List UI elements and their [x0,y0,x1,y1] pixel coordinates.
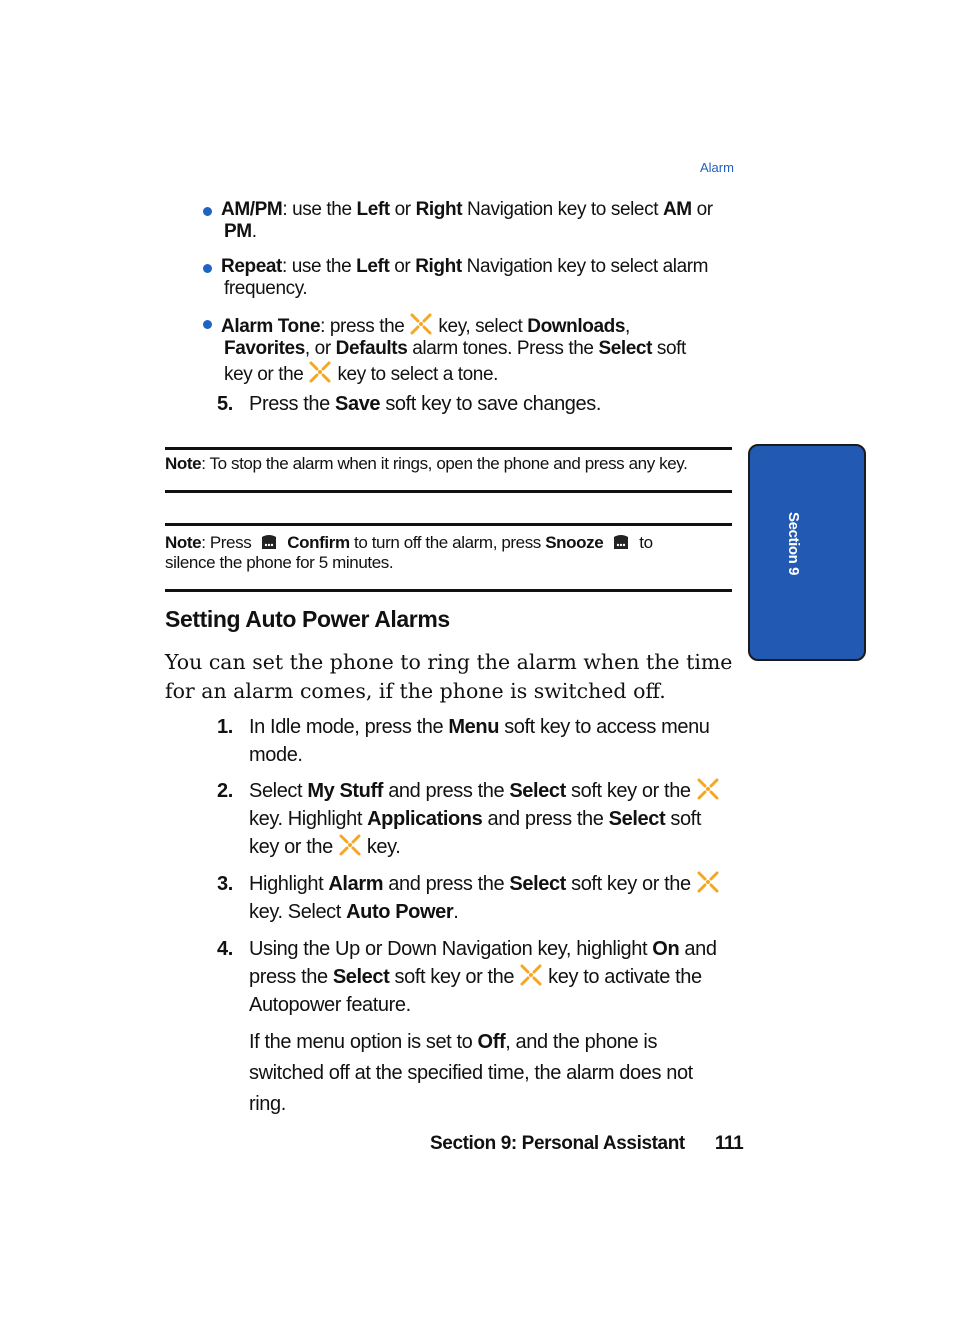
nav-key-icon [337,833,363,857]
bullet-label: Alarm Tone [221,316,321,337]
nav-key-icon [518,963,544,987]
page-footer [430,1133,743,1155]
note-stop-alarm: Note: To stop the alarm when it rings, open the phone and press any key. [165,454,688,473]
bullet-label: Repeat [221,256,282,277]
nav-key-icon [307,360,333,384]
page-number: 111 [714,1133,744,1154]
soft-key-icon [611,532,631,552]
section-intro: You can set the phone to ring the alarm when the time for an alarm comes, if the phone is switched off. [165,650,733,703]
divider [165,589,732,592]
bullet-dot [203,320,212,329]
soft-key-icon [259,532,279,552]
bullet-dot [203,207,212,216]
note-label: Note [165,454,202,473]
step-number: 5. [217,393,233,415]
step-number: 1. [217,716,233,738]
bullet-repeat: Repeat: use the Left or Right Navigation key to select alarm frequency. [203,256,733,300]
note-label: Note [165,533,202,552]
step-number: 3. [217,873,233,895]
nav-key-icon [695,870,721,894]
bullet-label: AM/PM [221,199,283,220]
step-3: 3. Highlight Alarm and press the Select soft key or the key. Select Auto Power. [217,870,737,926]
step-2: 2. Select My Stuff and press the Select soft key or the key. Highlight Applications and press the Select soft key or the key. [217,777,737,861]
divider [165,447,732,450]
section-heading: Setting Auto Power Alarms [165,606,450,632]
section-side-tab-label: Section 9 [785,512,802,576]
bullet-alarm-tone: Alarm Tone: press the key, select Downloads, Favorites, or Defaults alarm tones. Press the Select soft key or the key to select a tone. [203,312,733,386]
step-5: 5. Press the Save soft key to save changes. [217,390,737,418]
divider [165,523,732,526]
nav-key-icon [695,777,721,801]
bullet-dot [203,264,212,273]
step-4: 4. Using the Up or Down Navigation key, highlight On and press the Select soft key or the key to activate the Autopower feature. [217,935,737,1019]
header-section-link[interactable]: Alarm [700,160,734,175]
step-4-note: If the menu option is set to Off, and the phone is switched off at the specified time, the alarm does not ring. [249,1031,693,1115]
nav-key-icon [408,312,434,336]
divider [165,490,732,493]
note-confirm-snooze: Note: Press Confirm to turn off the alarm, press Snooze to silence the phone for 5 minutes. [165,533,653,572]
step-number: 4. [217,938,233,960]
footer-section-title: Section 9: Personal Assistant [430,1133,685,1154]
step-1: 1. In Idle mode, press the Menu soft key to access menu mode. [217,713,737,769]
section-side-tab[interactable] [748,444,866,661]
step-number: 2. [217,780,233,802]
bullet-am-pm: AM/PM: use the Left or Right Navigation key to select AM or PM. [203,199,733,243]
